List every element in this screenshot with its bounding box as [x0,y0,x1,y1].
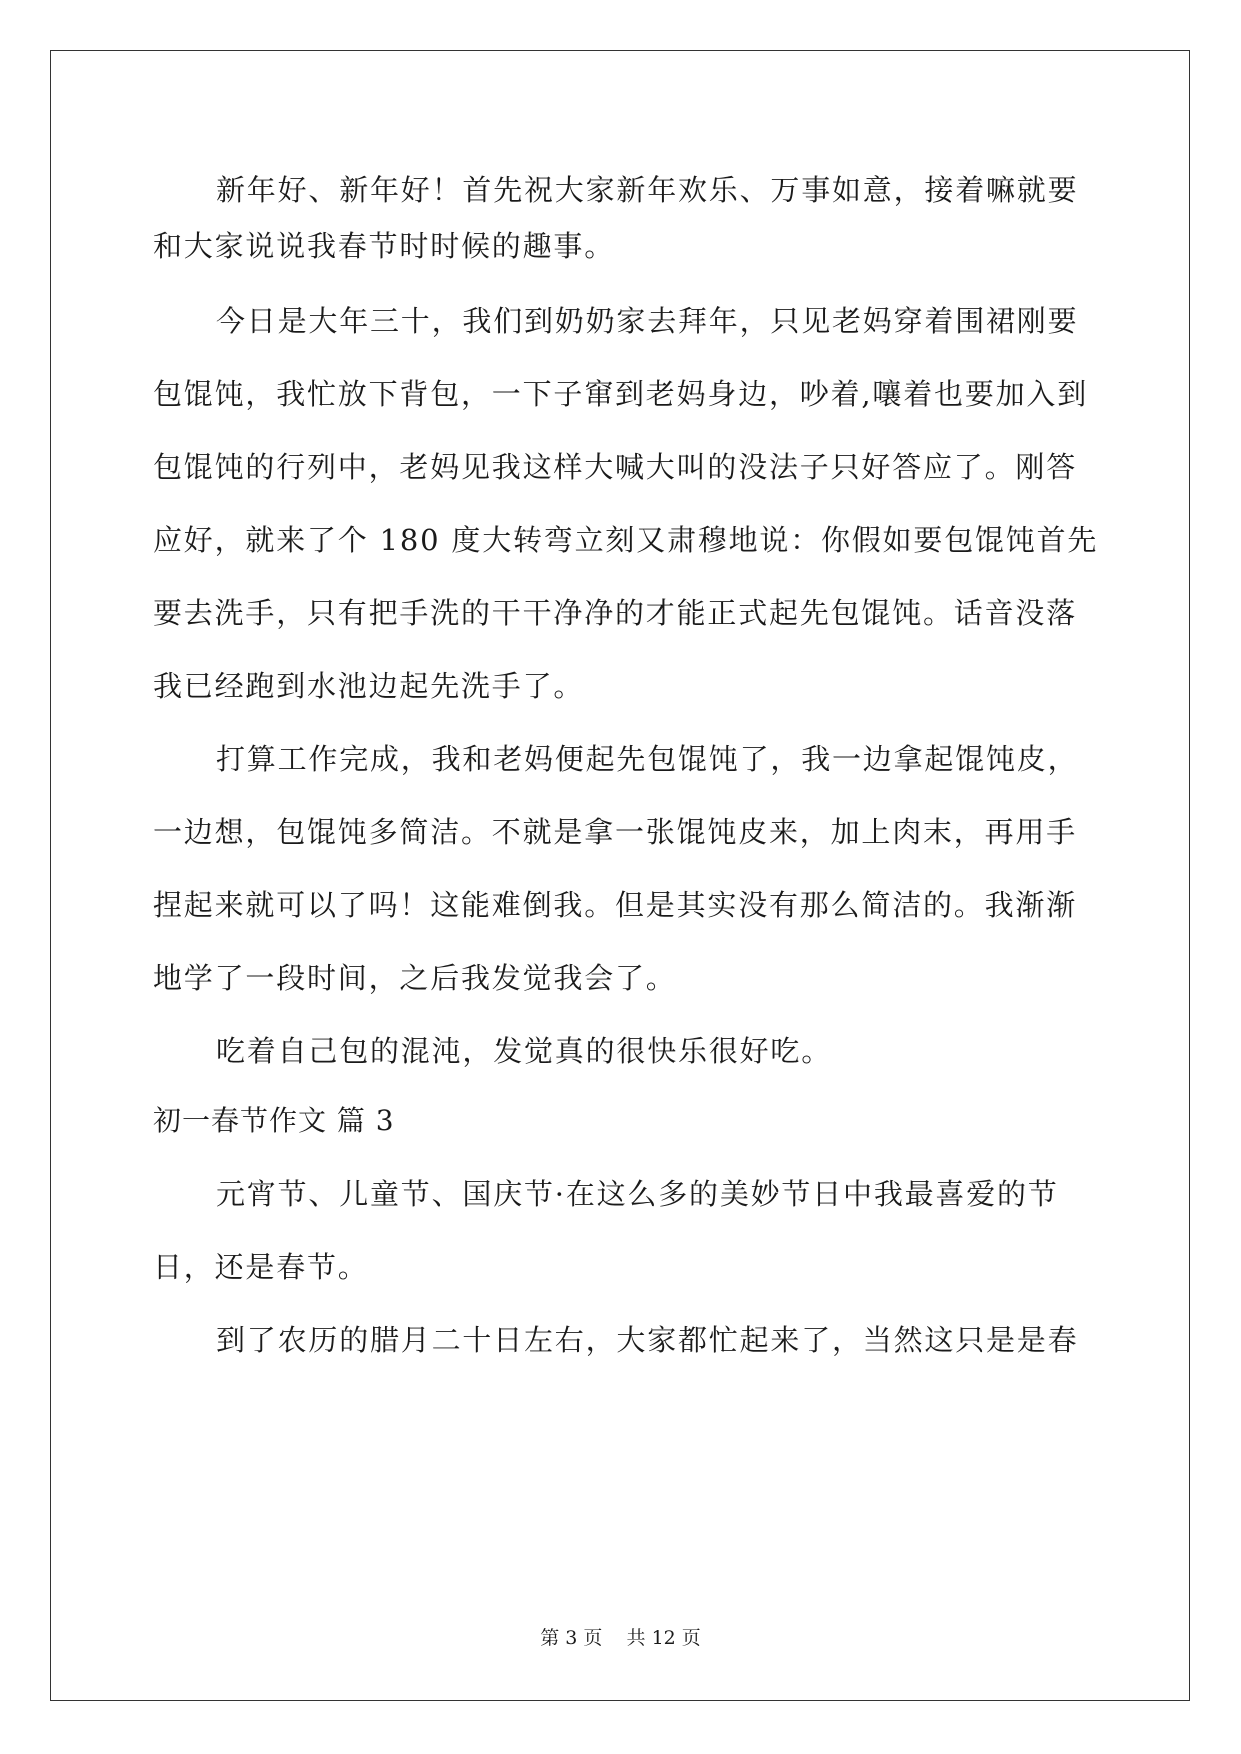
paragraph-line: 地学了一段时间，之后我发觉我会了。 [153,961,677,995]
page-border [50,50,1190,1701]
page-number-footer: 第 3 页 共 12 页 [540,1627,701,1649]
paragraph-line: 元宵节、儿童节、国庆节·在这么多的美妙节日中我最喜爱的节 [216,1177,1059,1211]
paragraph-line: 和大家说说我春节时时候的趣事。 [153,229,616,263]
section-heading: 初一春节作文 篇 3 [153,1104,395,1137]
paragraph-line: 新年好、新年好！首先祝大家新年欢乐、万事如意，接着嘛就要 [216,173,1079,207]
paragraph-line: 包馄饨的行列中，老妈见我这样大喊大叫的没法子只好答应了。刚答 [153,450,1078,484]
paragraph-line: 今日是大年三十，我们到奶奶家去拜年，只见老妈穿着围裙刚要 [216,304,1079,338]
paragraph-line: 包馄饨，我忙放下背包，一下子窜到老妈身边，吵着,嚷着也要加入到 [153,377,1089,411]
paragraph-line: 日，还是春节。 [153,1250,369,1284]
paragraph-line: 捏起来就可以了吗！这能难倒我。但是其实没有那么简洁的。我渐渐 [153,888,1078,922]
paragraph-line: 到了农历的腊月二十日左右，大家都忙起来了，当然这只是是春 [216,1323,1079,1357]
paragraph-line: 我已经跑到水池边起先洗手了。 [153,669,585,703]
paragraph-line: 应好，就来了个 180 度大转弯立刻又肃穆地说：你假如要包馄饨首先 [153,523,1099,557]
paragraph-line: 打算工作完成，我和老妈便起先包馄饨了，我一边拿起馄饨皮， [216,742,1079,776]
paragraph-line: 要去洗手，只有把手洗的干干净净的才能正式起先包馄饨。话音没落 [153,596,1078,630]
paragraph-line: 一边想，包馄饨多简洁。不就是拿一张馄饨皮来，加上肉末，再用手 [153,815,1078,849]
paragraph-line: 吃着自己包的混沌，发觉真的很快乐很好吃。 [216,1034,833,1068]
